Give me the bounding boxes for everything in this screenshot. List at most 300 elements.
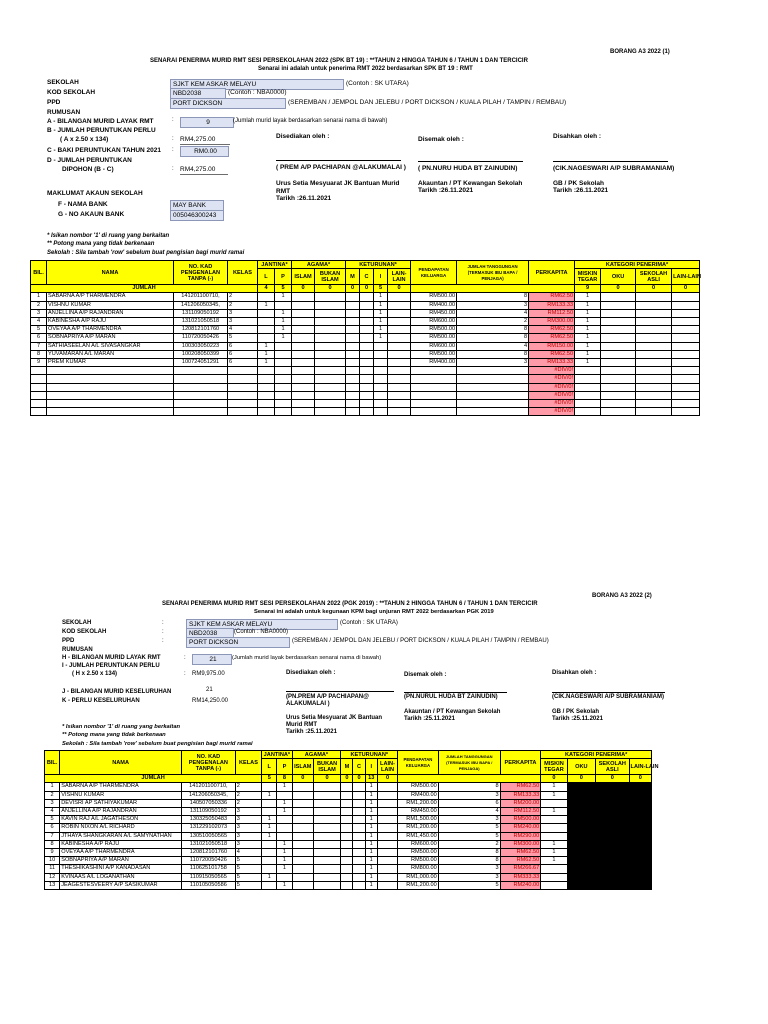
cell-10[interactable] xyxy=(374,350,388,358)
cell-8[interactable] xyxy=(346,301,360,309)
cell-11[interactable] xyxy=(388,301,411,309)
cell-1[interactable]: SABARNA A/P THARMENDRA xyxy=(60,783,182,791)
cell-2[interactable]: 131021050518 xyxy=(182,840,236,848)
cell-6[interactable] xyxy=(292,791,313,799)
cell-empty[interactable] xyxy=(258,375,275,383)
cell-9[interactable] xyxy=(360,350,374,358)
cell-15[interactable]: 1 xyxy=(541,840,567,848)
cell-8[interactable] xyxy=(346,359,360,367)
cell-13[interactable]: 3 xyxy=(438,791,500,799)
cell-0[interactable]: 13 xyxy=(45,881,60,889)
cell-2[interactable]: 110915050565 xyxy=(182,873,236,881)
cell-2[interactable]: 110720050426 xyxy=(174,334,228,342)
cell-15[interactable] xyxy=(541,873,567,881)
cell-empty[interactable] xyxy=(258,400,275,408)
cell-empty[interactable] xyxy=(567,824,595,832)
cell-7[interactable] xyxy=(313,881,340,889)
cell-4[interactable] xyxy=(258,293,275,301)
cell-4[interactable] xyxy=(262,857,277,865)
cell-empty[interactable] xyxy=(388,400,411,408)
cell-empty[interactable] xyxy=(636,400,672,408)
cell-empty[interactable] xyxy=(567,808,595,816)
cell-13[interactable]: 2 xyxy=(438,840,500,848)
cell-empty[interactable] xyxy=(575,400,601,408)
cell-0[interactable]: 2 xyxy=(31,301,47,309)
cell-empty[interactable] xyxy=(228,391,258,399)
cell-empty[interactable] xyxy=(47,375,174,383)
cell-1[interactable]: SATHIASEELAN A/L SIVASANGKAR xyxy=(47,342,174,350)
cell-8[interactable] xyxy=(341,799,353,807)
cell-4[interactable] xyxy=(258,309,275,317)
cell-10[interactable]: 1 xyxy=(374,318,388,326)
cell-11[interactable] xyxy=(377,783,397,791)
cell-1[interactable]: ANJELLINA A/P RAJANDRAN xyxy=(47,309,174,317)
cell-3[interactable]: 2 xyxy=(228,293,258,301)
cell-15[interactable]: 1 xyxy=(541,857,567,865)
cell-11[interactable] xyxy=(388,359,411,367)
cell-8[interactable] xyxy=(346,293,360,301)
cell-empty[interactable] xyxy=(596,873,629,881)
cell-12[interactable]: RM500.00 xyxy=(411,326,457,334)
cell-3[interactable]: 2 xyxy=(228,301,258,309)
cell-3[interactable]: 4 xyxy=(235,849,261,857)
cell-1[interactable]: OVEYAA A/P THARMENDRA xyxy=(47,326,174,334)
cell-11[interactable] xyxy=(377,808,397,816)
cell-empty[interactable] xyxy=(315,400,346,408)
cell-5[interactable]: 1 xyxy=(275,334,292,342)
cell-empty[interactable] xyxy=(275,367,292,375)
cell-empty[interactable] xyxy=(315,391,346,399)
cell-empty[interactable] xyxy=(629,816,651,824)
cell-empty[interactable] xyxy=(636,375,672,383)
cell-5[interactable] xyxy=(277,824,292,832)
cell-empty[interactable] xyxy=(636,301,672,309)
cell-14[interactable]: RM112.50 xyxy=(529,309,575,317)
cell-3[interactable]: 3 xyxy=(235,808,261,816)
cell-empty[interactable] xyxy=(315,367,346,375)
field-kod-sekolah[interactable]: NBD2038 xyxy=(186,628,234,639)
cell-empty[interactable] xyxy=(567,857,595,865)
cell-empty[interactable] xyxy=(346,400,360,408)
cell-empty[interactable] xyxy=(275,391,292,399)
cell-empty[interactable] xyxy=(567,816,595,824)
cell-8[interactable] xyxy=(346,350,360,358)
cell-13[interactable]: 8 xyxy=(438,849,500,857)
cell-empty[interactable] xyxy=(575,375,601,383)
cell-14[interactable]: RM62.50 xyxy=(500,849,541,857)
cell-2[interactable]: 130510050565 xyxy=(182,832,236,840)
cell-9[interactable] xyxy=(353,840,365,848)
cell-0[interactable]: 6 xyxy=(45,824,60,832)
cell-empty[interactable] xyxy=(374,383,388,391)
cell-empty[interactable] xyxy=(672,318,700,326)
cell-empty[interactable] xyxy=(636,391,672,399)
cell-2[interactable]: 140507050336 xyxy=(182,799,236,807)
cell-empty[interactable] xyxy=(672,383,700,391)
cell-empty[interactable] xyxy=(672,408,700,416)
cell-2[interactable]: 130325050483 xyxy=(182,816,236,824)
cell-6[interactable] xyxy=(292,334,315,342)
cell-empty[interactable] xyxy=(629,791,651,799)
cell-9[interactable] xyxy=(353,849,365,857)
cell-5[interactable] xyxy=(277,816,292,824)
cell-0[interactable]: 8 xyxy=(31,350,47,358)
cell-2[interactable]: 141201100710, xyxy=(182,783,236,791)
cell-empty[interactable] xyxy=(47,367,174,375)
cell-4[interactable]: 1 xyxy=(262,873,277,881)
cell-empty[interactable] xyxy=(374,408,388,416)
cell-empty[interactable] xyxy=(601,359,636,367)
cell-empty[interactable] xyxy=(672,334,700,342)
cell-empty[interactable] xyxy=(596,840,629,848)
cell-1[interactable]: DEVISRI AP SATHIYAKUMAR xyxy=(60,799,182,807)
cell-0[interactable]: 9 xyxy=(31,359,47,367)
cell-9[interactable] xyxy=(360,326,374,334)
cell-15[interactable] xyxy=(541,824,567,832)
cell-13[interactable]: 3 xyxy=(438,865,500,873)
cell-1[interactable]: SOBNAPRIYA A/P MARAN xyxy=(47,334,174,342)
cell-empty[interactable] xyxy=(31,367,47,375)
cell-empty[interactable] xyxy=(346,391,360,399)
cell-empty[interactable] xyxy=(672,293,700,301)
cell-empty[interactable] xyxy=(601,375,636,383)
cell-empty[interactable] xyxy=(636,367,672,375)
cell-7[interactable] xyxy=(313,799,340,807)
cell-5[interactable] xyxy=(275,342,292,350)
cell-empty[interactable] xyxy=(292,400,315,408)
cell-5[interactable]: 1 xyxy=(277,881,292,889)
cell-14[interactable]: RM240.00 xyxy=(500,881,541,889)
cell-13[interactable]: 4 xyxy=(457,342,529,350)
field-ppd[interactable]: PORT DICKSON xyxy=(186,637,290,648)
cell-8[interactable] xyxy=(346,342,360,350)
cell-1[interactable]: JEAGESTESVEERY A/P SASIKUMAR xyxy=(60,881,182,889)
cell-empty[interactable] xyxy=(315,383,346,391)
cell-4[interactable] xyxy=(262,881,277,889)
cell-empty[interactable] xyxy=(228,408,258,416)
cell-0[interactable]: 6 xyxy=(31,334,47,342)
cell-empty[interactable] xyxy=(315,375,346,383)
cell-empty[interactable] xyxy=(636,342,672,350)
cell-7[interactable] xyxy=(313,808,340,816)
cell-14[interactable]: RM150.00 xyxy=(529,342,575,350)
cell-13[interactable]: 8 xyxy=(457,350,529,358)
cell-13[interactable]: 5 xyxy=(438,824,500,832)
cell-9[interactable] xyxy=(353,857,365,865)
cell-1[interactable]: ROBIN NIXON A/L RICHARD xyxy=(60,824,182,832)
cell-11[interactable] xyxy=(377,799,397,807)
cell-empty[interactable] xyxy=(629,881,651,889)
field-i[interactable]: RM9,975.00 xyxy=(192,671,225,677)
cell-1[interactable]: PREM KUMAR xyxy=(47,359,174,367)
cell-5[interactable]: 1 xyxy=(275,293,292,301)
cell-empty[interactable] xyxy=(601,309,636,317)
cell-empty[interactable] xyxy=(567,873,595,881)
cell-6[interactable] xyxy=(292,799,313,807)
cell-0[interactable]: 1 xyxy=(31,293,47,301)
cell-empty[interactable] xyxy=(258,391,275,399)
cell-4[interactable]: 1 xyxy=(262,791,277,799)
cell-15[interactable] xyxy=(541,799,567,807)
cell-15[interactable]: 1 xyxy=(575,350,601,358)
cell-empty[interactable] xyxy=(457,400,529,408)
cell-9[interactable] xyxy=(360,309,374,317)
cell-empty[interactable] xyxy=(47,408,174,416)
cell-9[interactable] xyxy=(353,791,365,799)
cell-2[interactable]: 120812101760 xyxy=(182,849,236,857)
cell-5[interactable]: 1 xyxy=(275,326,292,334)
cell-empty[interactable] xyxy=(596,824,629,832)
cell-11[interactable] xyxy=(388,334,411,342)
cell-6[interactable] xyxy=(292,783,313,791)
cell-empty[interactable] xyxy=(636,408,672,416)
cell-6[interactable] xyxy=(292,832,313,840)
cell-12[interactable]: RM400.00 xyxy=(411,359,457,367)
cell-7[interactable] xyxy=(313,791,340,799)
cell-empty[interactable] xyxy=(601,326,636,334)
cell-perkapita-error[interactable]: #DIV/0! xyxy=(529,408,575,416)
cell-14[interactable]: RM333.33 xyxy=(500,873,541,881)
cell-15[interactable] xyxy=(541,816,567,824)
cell-empty[interactable] xyxy=(596,832,629,840)
cell-empty[interactable] xyxy=(374,391,388,399)
cell-5[interactable]: 1 xyxy=(277,783,292,791)
cell-11[interactable] xyxy=(388,350,411,358)
cell-15[interactable] xyxy=(541,865,567,873)
cell-empty[interactable] xyxy=(174,367,228,375)
cell-3[interactable]: 5 xyxy=(235,873,261,881)
cell-empty[interactable] xyxy=(601,318,636,326)
cell-4[interactable] xyxy=(258,318,275,326)
cell-empty[interactable] xyxy=(457,375,529,383)
cell-empty[interactable] xyxy=(275,400,292,408)
cell-9[interactable] xyxy=(360,318,374,326)
cell-empty[interactable] xyxy=(228,375,258,383)
cell-empty[interactable] xyxy=(228,400,258,408)
field-c[interactable]: RM0.00 xyxy=(180,146,229,157)
cell-empty[interactable] xyxy=(292,367,315,375)
cell-7[interactable] xyxy=(315,309,346,317)
cell-2[interactable]: 100724051291 xyxy=(174,359,228,367)
cell-11[interactable] xyxy=(377,857,397,865)
cell-3[interactable]: 6 xyxy=(228,350,258,358)
cell-7[interactable] xyxy=(315,334,346,342)
cell-empty[interactable] xyxy=(360,383,374,391)
cell-7[interactable] xyxy=(315,326,346,334)
cell-empty[interactable] xyxy=(629,840,651,848)
cell-empty[interactable] xyxy=(596,799,629,807)
cell-empty[interactable] xyxy=(174,375,228,383)
cell-12[interactable]: RM450.00 xyxy=(411,309,457,317)
cell-empty[interactable] xyxy=(228,367,258,375)
cell-perkapita-error[interactable]: #DIV/0! xyxy=(529,375,575,383)
cell-empty[interactable] xyxy=(672,400,700,408)
cell-11[interactable] xyxy=(377,881,397,889)
cell-0[interactable]: 12 xyxy=(45,873,60,881)
cell-empty[interactable] xyxy=(672,301,700,309)
cell-empty[interactable] xyxy=(275,383,292,391)
cell-5[interactable]: 1 xyxy=(277,808,292,816)
cell-9[interactable] xyxy=(360,342,374,350)
cell-4[interactable] xyxy=(262,849,277,857)
cell-empty[interactable] xyxy=(672,309,700,317)
cell-7[interactable] xyxy=(313,857,340,865)
cell-empty[interactable] xyxy=(601,301,636,309)
cell-empty[interactable] xyxy=(457,408,529,416)
cell-10[interactable]: 1 xyxy=(365,881,377,889)
cell-7[interactable] xyxy=(315,301,346,309)
cell-1[interactable]: YUVAMARAN A/L MARAN xyxy=(47,350,174,358)
cell-4[interactable]: 1 xyxy=(258,342,275,350)
cell-6[interactable] xyxy=(292,865,313,873)
cell-empty[interactable] xyxy=(374,375,388,383)
cell-11[interactable] xyxy=(377,849,397,857)
cell-2[interactable]: 141206050345, xyxy=(182,791,236,799)
cell-0[interactable]: 4 xyxy=(31,318,47,326)
cell-empty[interactable] xyxy=(672,391,700,399)
cell-5[interactable]: 1 xyxy=(277,857,292,865)
cell-empty[interactable] xyxy=(388,391,411,399)
cell-6[interactable] xyxy=(292,326,315,334)
cell-15[interactable]: 1 xyxy=(575,293,601,301)
cell-10[interactable] xyxy=(374,342,388,350)
cell-empty[interactable] xyxy=(258,367,275,375)
cell-empty[interactable] xyxy=(629,849,651,857)
cell-0[interactable]: 5 xyxy=(31,326,47,334)
cell-empty[interactable] xyxy=(567,849,595,857)
cell-0[interactable]: 4 xyxy=(45,808,60,816)
cell-12[interactable]: RM600.00 xyxy=(411,318,457,326)
cell-0[interactable]: 11 xyxy=(45,865,60,873)
cell-empty[interactable] xyxy=(567,799,595,807)
cell-8[interactable] xyxy=(346,318,360,326)
cell-empty[interactable] xyxy=(601,334,636,342)
cell-6[interactable] xyxy=(292,840,313,848)
cell-15[interactable]: 1 xyxy=(541,808,567,816)
cell-14[interactable]: RM62.50 xyxy=(500,857,541,865)
cell-empty[interactable] xyxy=(360,391,374,399)
cell-4[interactable] xyxy=(262,783,277,791)
cell-0[interactable]: 1 xyxy=(45,783,60,791)
cell-12[interactable]: RM1,200.00 xyxy=(398,824,439,832)
cell-1[interactable]: SABARNA A/P THARMENDRA xyxy=(47,293,174,301)
cell-empty[interactable] xyxy=(601,367,636,375)
cell-9[interactable] xyxy=(360,301,374,309)
cell-10[interactable]: 1 xyxy=(365,808,377,816)
cell-10[interactable]: 1 xyxy=(365,791,377,799)
cell-15[interactable]: 1 xyxy=(575,309,601,317)
cell-5[interactable]: 1 xyxy=(275,309,292,317)
cell-empty[interactable] xyxy=(601,383,636,391)
cell-4[interactable] xyxy=(262,799,277,807)
cell-5[interactable] xyxy=(275,359,292,367)
cell-1[interactable]: KABINESHA A/P RAJU xyxy=(60,840,182,848)
field-sekolah[interactable]: SJKT KEM ASKAR MELAYU xyxy=(186,619,338,630)
cell-empty[interactable] xyxy=(411,408,457,416)
cell-empty[interactable] xyxy=(629,865,651,873)
cell-empty[interactable] xyxy=(575,408,601,416)
cell-7[interactable] xyxy=(313,873,340,881)
cell-4[interactable] xyxy=(258,334,275,342)
cell-4[interactable]: 1 xyxy=(258,359,275,367)
cell-4[interactable]: 1 xyxy=(258,350,275,358)
cell-8[interactable] xyxy=(341,791,353,799)
cell-empty[interactable] xyxy=(346,375,360,383)
cell-14[interactable]: RM112.50 xyxy=(500,808,541,816)
field-d[interactable]: RM4,275.00 xyxy=(180,165,228,175)
cell-6[interactable] xyxy=(292,816,313,824)
cell-1[interactable]: ANJELLINA A/P RAJANDRAN xyxy=(60,808,182,816)
cell-empty[interactable] xyxy=(346,367,360,375)
cell-15[interactable]: 1 xyxy=(575,342,601,350)
cell-2[interactable]: 110720050426 xyxy=(182,857,236,865)
cell-0[interactable]: 2 xyxy=(45,791,60,799)
cell-empty[interactable] xyxy=(636,383,672,391)
cell-14[interactable]: RM300.00 xyxy=(500,840,541,848)
cell-empty[interactable] xyxy=(629,824,651,832)
field-ppd[interactable]: PORT DICKSON xyxy=(170,98,286,109)
cell-1[interactable]: OVEYAA A/P THARMENDRA xyxy=(60,849,182,857)
cell-14[interactable]: RM266.67 xyxy=(500,865,541,873)
cell-7[interactable] xyxy=(313,865,340,873)
cell-0[interactable]: 9 xyxy=(45,849,60,857)
cell-3[interactable]: 5 xyxy=(228,334,258,342)
cell-10[interactable]: 1 xyxy=(365,816,377,824)
cell-12[interactable]: RM600.00 xyxy=(411,342,457,350)
cell-10[interactable]: 1 xyxy=(365,873,377,881)
cell-15[interactable]: 1 xyxy=(575,318,601,326)
cell-11[interactable] xyxy=(388,326,411,334)
cell-1[interactable]: VISHNU KUMAR xyxy=(47,301,174,309)
cell-2[interactable]: 141206050345, xyxy=(174,301,228,309)
cell-empty[interactable] xyxy=(258,383,275,391)
cell-8[interactable] xyxy=(346,309,360,317)
field-k[interactable]: RM14,250.00 xyxy=(192,698,229,704)
cell-9[interactable] xyxy=(353,873,365,881)
cell-empty[interactable] xyxy=(601,350,636,358)
cell-13[interactable]: 8 xyxy=(457,326,529,334)
cell-empty[interactable] xyxy=(31,408,47,416)
cell-empty[interactable] xyxy=(31,391,47,399)
cell-empty[interactable] xyxy=(672,375,700,383)
cell-11[interactable] xyxy=(388,342,411,350)
cell-11[interactable] xyxy=(377,832,397,840)
cell-5[interactable] xyxy=(277,873,292,881)
cell-15[interactable]: 1 xyxy=(575,326,601,334)
cell-6[interactable] xyxy=(292,309,315,317)
cell-perkapita-error[interactable]: #DIV/0! xyxy=(529,400,575,408)
cell-9[interactable] xyxy=(360,334,374,342)
cell-10[interactable]: 1 xyxy=(365,824,377,832)
cell-8[interactable] xyxy=(346,334,360,342)
cell-14[interactable]: RM62.50 xyxy=(529,334,575,342)
field-bank[interactable]: MAY BANK xyxy=(170,200,224,211)
cell-empty[interactable] xyxy=(346,383,360,391)
cell-14[interactable]: RM240.00 xyxy=(500,824,541,832)
cell-8[interactable] xyxy=(341,840,353,848)
cell-7[interactable] xyxy=(315,350,346,358)
cell-2[interactable]: 100303050223 xyxy=(174,342,228,350)
cell-10[interactable]: 1 xyxy=(365,840,377,848)
cell-13[interactable]: 8 xyxy=(438,783,500,791)
cell-12[interactable]: RM1,000.00 xyxy=(398,873,439,881)
cell-1[interactable]: KVINAAS A/L LOGANATHAN xyxy=(60,873,182,881)
cell-6[interactable] xyxy=(292,293,315,301)
cell-11[interactable] xyxy=(388,309,411,317)
cell-6[interactable] xyxy=(292,808,313,816)
cell-11[interactable] xyxy=(388,318,411,326)
cell-3[interactable]: 3 xyxy=(235,840,261,848)
